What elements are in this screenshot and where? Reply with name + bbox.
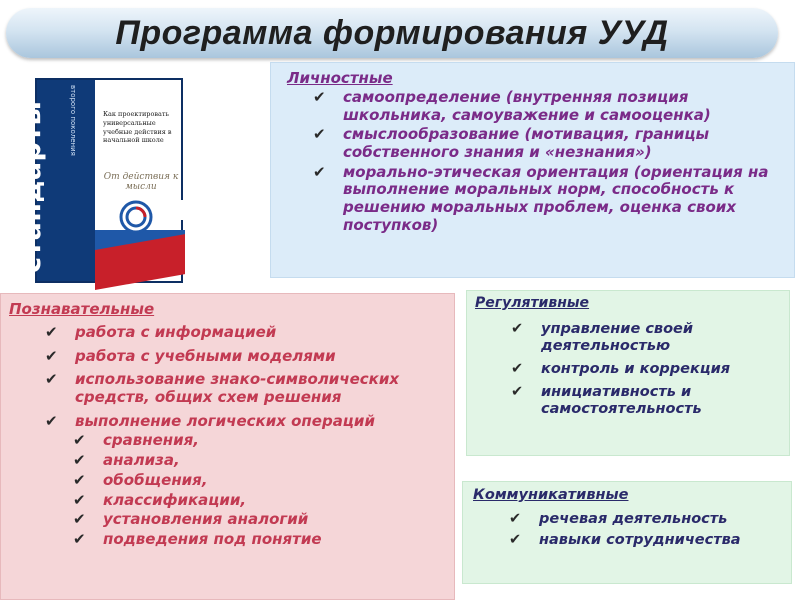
list-item: [509, 532, 781, 549]
list-item-text: работа с информацией: [75, 323, 277, 341]
page-title: Программа формирования УУД: [115, 13, 669, 52]
list-item: [511, 384, 779, 418]
sub-list-item: [45, 531, 444, 549]
checkmark-icon: ✔: [313, 125, 326, 144]
list-item: [313, 164, 780, 235]
personal-panel: [270, 62, 795, 278]
regulatory-list: [511, 321, 779, 419]
list-item: [511, 361, 779, 378]
checkmark-icon: ✔: [73, 529, 86, 548]
cognitive-list: [45, 324, 444, 549]
checkmark-icon: ✔: [73, 431, 86, 450]
checkmark-icon: ✔: [73, 510, 86, 529]
book-spine-subtitle: второго поколения: [69, 85, 77, 156]
checkmark-icon: ✔: [73, 470, 86, 489]
cognitive-heading: Познавательные: [9, 300, 155, 318]
personal-heading: Личностные: [287, 69, 393, 87]
communicative-list: [509, 511, 781, 549]
list-item-text: выполнение логических операций: [75, 411, 375, 430]
title-banner: [6, 8, 778, 58]
list-item-text: самоопределение (внутренняя позиция школьника, самоуважение и самооценка): [343, 88, 711, 124]
list-item-text: навыки сотрудничества: [539, 532, 741, 549]
communicative-panel: [462, 481, 792, 584]
checkmark-icon: ✔: [511, 321, 524, 337]
sub-list-item: [45, 432, 444, 450]
list-item: [45, 371, 444, 406]
book-cover-image: [16, 78, 183, 283]
checkmark-icon: ✔: [509, 511, 522, 527]
list-item-text: инициативность и самостоятельность: [541, 384, 702, 418]
sub-list-item-text: сравнения,: [103, 431, 199, 450]
list-item-text: речевая деятельность: [539, 511, 728, 527]
checkmark-icon: ✔: [45, 370, 58, 389]
sub-list-item: [45, 492, 444, 510]
list-item: [509, 511, 781, 528]
checkmark-icon: ✔: [45, 411, 58, 430]
sub-list-item-text: анализа,: [103, 451, 180, 470]
personal-list: [313, 89, 780, 235]
sub-list-item: [45, 472, 444, 490]
list-item-text: работа с учебными моделями: [75, 346, 336, 365]
sub-list-item-text: установления аналогий: [103, 510, 309, 529]
sub-list-item: [45, 452, 444, 470]
checkmark-icon: ✔: [313, 88, 326, 106]
list-item: [313, 126, 780, 161]
sub-list-item: [45, 511, 444, 529]
list-item: [511, 321, 779, 355]
book-spine-title: стандарты: [16, 100, 47, 273]
list-item-text: контроль и коррекция: [541, 361, 731, 378]
list-item: [45, 348, 444, 366]
list-item: [45, 324, 444, 342]
regulatory-heading: Регулятивные: [475, 295, 590, 311]
checkmark-icon: ✔: [313, 162, 326, 181]
sub-list-item-text: обобщения,: [103, 470, 208, 489]
list-item: [313, 89, 780, 124]
checkmark-icon: ✔: [511, 361, 524, 378]
list-item-text: управление своей деятельностью: [541, 321, 694, 355]
list-item: [45, 413, 444, 431]
book-cover-title: Как проектировать универсальные учебные действия в начальной школе: [103, 110, 172, 145]
checkmark-icon: ✔: [511, 384, 524, 401]
standard-logo-icon: [119, 200, 153, 234]
communicative-heading: Коммуникативные: [473, 487, 629, 503]
checkmark-icon: ✔: [73, 451, 86, 470]
cognitive-panel: [0, 293, 455, 600]
checkmark-icon: ✔: [45, 323, 58, 341]
checkmark-icon: ✔: [73, 490, 86, 509]
list-item-text: смыслообразование (мотивация, границы собственного знания и «незнания»): [343, 125, 710, 162]
list-item-text: использование знако-символических средств, общих схем решения: [75, 370, 400, 407]
sub-list-item-text: подведения под понятие: [103, 529, 322, 548]
sub-list-item-text: классификации,: [103, 490, 247, 509]
book-cover-subtitle: От действия к мысли: [103, 172, 179, 192]
checkmark-icon: ✔: [45, 346, 58, 365]
list-item-text: морально-этическая ориентация (ориентация на выполнение моральных норм, способность к решению моральных проблем, оценка своих поступков): [343, 162, 769, 234]
checkmark-icon: ✔: [509, 532, 522, 549]
regulatory-panel: [466, 290, 790, 456]
